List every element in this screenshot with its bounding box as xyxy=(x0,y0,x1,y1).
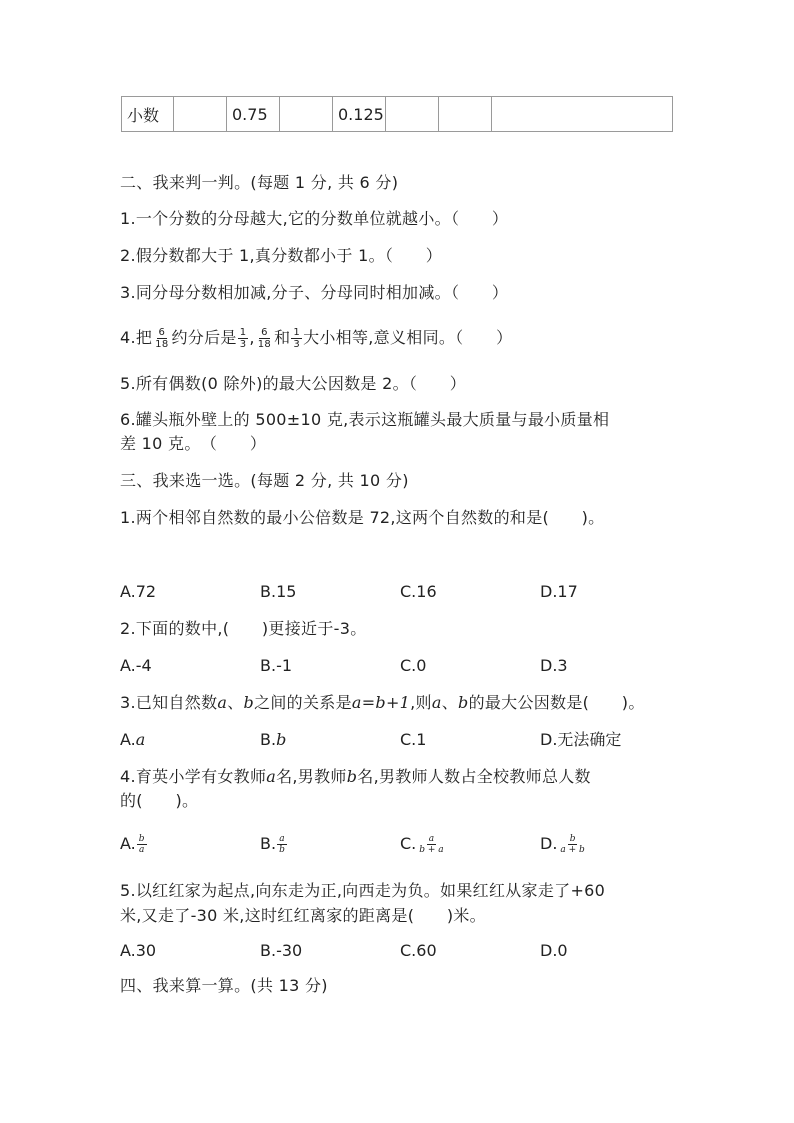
fraction-b-over-a: $\frac{b}{a}$ xyxy=(138,834,145,855)
choice-4-option-d: D. $\frac{b}{a + b}$ xyxy=(540,834,585,855)
fraction-a-over-b-plus-a: $\frac{a}{b + a}$ xyxy=(419,834,444,855)
section2-heading: 二、我来判一判。(每题 1 分, 共 6 分) xyxy=(120,173,399,192)
fraction-b-over-a-plus-b: $\frac{b}{a + b}$ xyxy=(560,834,585,855)
fraction-6-18: $\frac{6}{18}$ xyxy=(155,327,169,350)
choice-4-option-a: A. $\frac{b}{a}$ xyxy=(120,834,145,855)
section3-heading: 三、我来选一选。(每题 2 分, 共 10 分) xyxy=(120,471,409,490)
choice-1-option-d: D.17 xyxy=(540,582,578,601)
choice-5-option-c: C.60 xyxy=(400,941,437,960)
table-cell xyxy=(280,97,333,132)
choice-4-option-b: B. $\frac{a}{b}$ xyxy=(260,834,285,855)
table-cell xyxy=(439,97,492,132)
choice-5-option-d: D.0 xyxy=(540,941,568,960)
section4-heading: 四、我来算一算。(共 13 分) xyxy=(120,976,328,995)
table-cell: 0.75 xyxy=(227,97,280,132)
judge-question-3: 3.同分母分数相加减,分子、分母同时相加减。（ ） xyxy=(120,283,509,302)
choice-4-option-c: C. $\frac{a}{b + a}$ xyxy=(400,834,444,855)
table-cell xyxy=(386,97,439,132)
choice-question-5-line1: 5.以红红家为起点,向东走为正,向西走为负。如果红红从家走了+60 xyxy=(120,881,606,900)
table-row xyxy=(122,97,673,132)
choice-3-option-a: A.a xyxy=(120,730,146,749)
choice-2-option-d: D.3 xyxy=(540,656,568,675)
table-cell-header: 小数 xyxy=(122,97,174,132)
fraction-a-over-b: $\frac{a}{b}$ xyxy=(279,834,285,855)
judge-question-5: 5.所有偶数(0 除外)的最大公因数是 2。（ ） xyxy=(120,374,467,393)
choice-question-1: 1.两个相邻自然数的最小公倍数是 72,这两个自然数的和是( )。 xyxy=(120,508,605,527)
decimal-table xyxy=(121,96,673,132)
judge-question-6-line1: 6.罐头瓶外壁上的 500±10 克,表示这瓶罐头最大质量与最小质量相 xyxy=(120,410,610,429)
judge-question-4: 4.把 $\frac{6}{18}$ 约分后是 $\frac{1}{3}$ , $\frac{6}{18}$ 和 $\frac{1}{3}$ 大小相等,意义相同。（ ） xyxy=(120,327,513,350)
choice-1-option-a: A.72 xyxy=(120,582,157,601)
choice-2-option-a: A.-4 xyxy=(120,656,152,675)
table-cell: 0.125 xyxy=(333,97,386,132)
judge-question-6-line2: 差 10 克。 （ ） xyxy=(120,434,267,453)
choice-2-option-c: C.0 xyxy=(400,656,427,675)
judge-question-1: 1.一个分数的分母越大,它的分数单位就越小。（ ） xyxy=(120,209,509,228)
fraction-1-3: $\frac{1}{3}$ xyxy=(293,327,301,350)
table-cell xyxy=(174,97,227,132)
choice-1-option-b: B.15 xyxy=(260,582,297,601)
choice-3-option-c: C.1 xyxy=(400,730,427,749)
choice-5-option-a: A.30 xyxy=(120,941,157,960)
choice-question-4-line2: 的( )。 xyxy=(120,791,199,810)
choice-2-option-b: B.-1 xyxy=(260,656,293,675)
choice-question-3: 3.已知自然数a、b之间的关系是a=b+1,则a、b的最大公因数是( )。 xyxy=(120,693,645,712)
choice-1-option-c: C.16 xyxy=(400,582,437,601)
choice-3-option-d: D.无法确定 xyxy=(540,730,622,749)
choice-5-option-b: B.-30 xyxy=(260,941,303,960)
fraction-6-18: $\frac{6}{18}$ xyxy=(257,327,272,350)
judge-question-2: 2.假分数都大于 1,真分数都小于 1。（ ） xyxy=(120,246,443,265)
fraction-1-3: $\frac{1}{3}$ xyxy=(239,327,247,350)
choice-question-4-line1: 4.育英小学有女教师a名,男教师b名,男教师人数占全校教师总人数 xyxy=(120,767,591,786)
choice-question-2: 2.下面的数中,( )更接近于-3。 xyxy=(120,619,367,638)
table-cell xyxy=(492,97,673,132)
choice-question-5-line2: 米,又走了-30 米,这时红红离家的距离是( )米。 xyxy=(120,906,486,925)
choice-3-option-b: B.b xyxy=(260,730,287,749)
